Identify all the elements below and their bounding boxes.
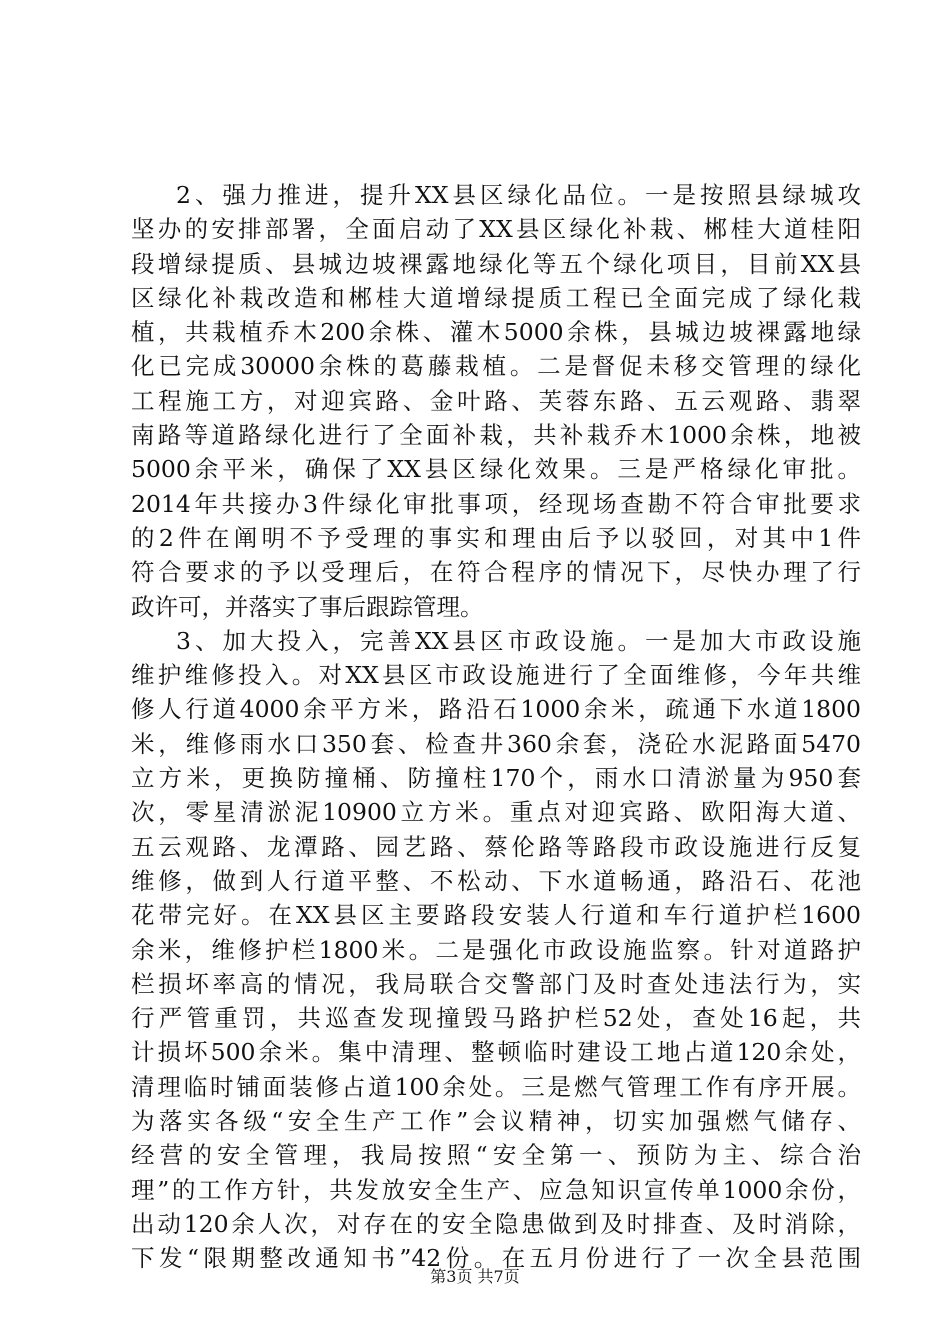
paragraph-2-line: 5000余平米，确保了XX县区绿化效果。三是严格绿化审批。 [131,455,861,484]
page-number-footer: 第3页 共7页 [430,1267,520,1286]
paragraph-3-line: 次，零星清淤泥10900立方米。重点对迎宾路、欧阳海大道、 [131,798,861,827]
paragraph-2-line: 符合要求的予以受理后，在符合程序的情况下，尽快办理了行 [131,558,861,587]
paragraph-3-line: 余米，维修护栏1800米。二是强化市政设施监察。针对道路护 [131,935,861,964]
paragraph-3-line: 出动120余人次，对存在的安全隐患做到及时排查、及时消除， [131,1209,861,1238]
paragraph-2-line: 坚办的安排部署，全面启动了XX县区绿化补栽、郴桂大道桂阳 [131,215,861,244]
paragraph-2-line: 段增绿提质、县城边坡裸露地绿化等五个绿化项目，目前XX县 [131,249,861,278]
paragraph-3-line: 维护维修投入。对XX县区市政设施进行了全面维修，今年共维 [131,661,861,690]
paragraph-3-line: 行严管重罚，共巡查发现撞毁马路护栏52处，查处16起，共 [131,1004,861,1033]
paragraph-3-line: 五云观路、龙潭路、园艺路、蔡伦路等路段市政设施进行反复 [131,832,861,861]
paragraph-2-line: 区绿化补栽改造和郴桂大道增绿提质工程已全面完成了绿化栽 [131,283,861,312]
paragraph-3-line: 维修，做到人行道平整、不松动、下水道畅通，路沿石、花池 [131,866,861,895]
paragraph-2-line: 政许可，并落实了事后跟踪管理。 [131,592,484,621]
paragraph-2-line: 化已完成30000余株的葛藤栽植。二是督促未移交管理的绿化 [131,352,861,381]
paragraph-3-line: 为落实各级“安全生产工作”会议精神，切实加强燃气储存、 [131,1107,861,1136]
paragraph-3-line: 栏损坏率高的情况，我局联合交警部门及时查处违法行为，实 [131,969,861,998]
paragraph-3-line: 立方米，更换防撞桶、防撞柱170个，雨水口清淤量为950套 [131,764,861,793]
paragraph-3-line: 下发“限期整改通知书”42份。在五月份进行了一次全县范围 [131,1244,861,1273]
document-body [131,178,861,1276]
paragraph-3-line: 经营的安全管理，我局按照“安全第一、预防为主、综合治 [131,1141,861,1170]
paragraph-3-line: 理”的工作方针，共发放安全生产、应急知识宣传单1000余份， [131,1175,861,1204]
paragraph-3-line: 3、加大投入，完善XX县区市政设施。一是加大市政设施 [176,626,861,655]
paragraph-2-line: 植，共栽植乔木200余株、灌木5000余株，县城边坡裸露地绿 [131,318,861,347]
paragraph-2-line: 南路等道路绿化进行了全面补栽，共补栽乔木1000余株，地被 [131,421,861,450]
paragraph-3-line: 计损坏500余米。集中清理、整顿临时建设工地占道120余处， [131,1038,861,1067]
paragraph-2-line: 的2件在阐明不予受理的事实和理由后予以驳回，对其中1件 [131,523,861,552]
paragraph-3-line: 修人行道4000余平方米，路沿石1000余米，疏通下水道1800 [131,695,861,724]
paragraph-3-line: 花带完好。在XX县区主要路段安装人行道和车行道护栏1600 [131,901,861,930]
paragraph-3-line: 清理临时铺面装修占道100余处。三是燃气管理工作有序开展。 [131,1072,861,1101]
paragraph-2-line: 工程施工方，对迎宾路、金叶路、芙蓉东路、五云观路、翡翠 [131,386,861,415]
paragraph-2-line: 2014年共接办3件绿化审批事项，经现场查勘不符合审批要求 [131,489,861,518]
paragraph-2-line: 2、强力推进，提升XX县区绿化品位。一是按照县绿城攻 [176,181,861,209]
paragraph-3-line: 米，维修雨水口350套、检查井360余套，浇砼水泥路面5470 [131,729,861,758]
